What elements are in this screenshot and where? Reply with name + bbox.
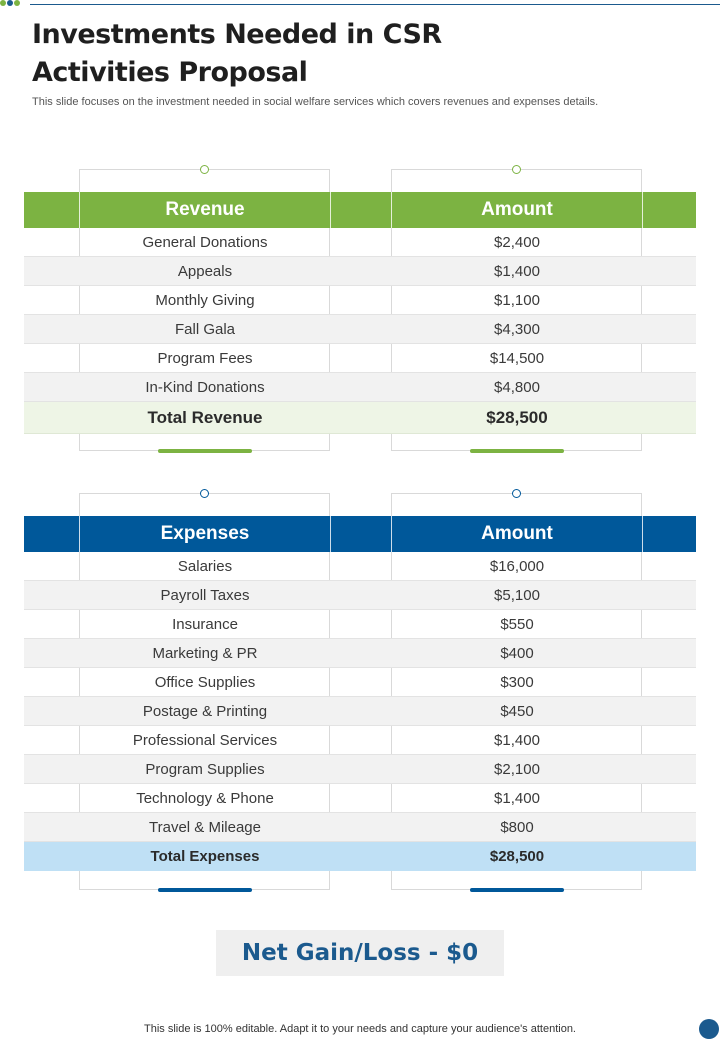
expense-row	[24, 581, 696, 610]
blue-dot-icon	[7, 0, 13, 6]
expense-item-amount: $800	[500, 818, 534, 836]
amount-header: Amount	[481, 523, 553, 544]
revenue-row	[24, 228, 696, 257]
revenue-row	[24, 373, 696, 402]
total-expenses-label: Total Expenses	[150, 848, 260, 865]
blue-accent-bar	[158, 888, 252, 892]
expense-item-label: Professional Services	[132, 731, 278, 749]
expenses-table-header	[24, 516, 696, 552]
expense-row	[24, 552, 696, 581]
total-revenue-label: Total Revenue	[147, 407, 263, 427]
expense-row	[24, 784, 696, 813]
footer-note: This slide is 100% editable. Adapt it to your needs and capture your audience's attention.	[144, 1023, 576, 1035]
revenue-item-amount: $1,400	[494, 262, 540, 280]
expense-item-amount: $450	[500, 702, 534, 720]
page-subtitle: This slide focuses on the investment needed in social welfare services which covers revenues and expenses details.	[32, 96, 599, 108]
revenue-table	[24, 192, 696, 434]
revenue-item-label: General Donations	[142, 233, 268, 251]
revenue-row	[24, 257, 696, 286]
revenue-row	[24, 344, 696, 373]
revenue-item-label: Program Fees	[157, 349, 253, 367]
revenue-item-amount: $2,400	[494, 233, 540, 251]
expense-row	[24, 639, 696, 668]
revenue-total-row	[24, 402, 696, 434]
expense-row	[24, 610, 696, 639]
expense-row	[24, 726, 696, 755]
expense-item-amount: $1,400	[494, 731, 540, 749]
revenue-item-label: Monthly Giving	[155, 291, 255, 309]
revenue-item-label: In-Kind Donations	[145, 378, 265, 396]
green-circle-icon	[200, 165, 209, 174]
blue-accent-bar	[470, 888, 564, 892]
revenue-header: Revenue	[165, 199, 245, 220]
expense-row	[24, 755, 696, 784]
expense-item-amount: $300	[500, 673, 534, 691]
amount-header: Amount	[481, 199, 553, 220]
green-accent-bar	[470, 449, 564, 453]
expense-item-label: Postage & Printing	[142, 702, 268, 720]
expense-item-label: Office Supplies	[154, 673, 256, 691]
revenue-item-amount: $14,500	[489, 349, 545, 367]
expense-item-amount: $1,400	[494, 789, 540, 807]
top-divider-line	[30, 4, 720, 5]
expense-item-label: Technology & Phone	[136, 789, 274, 807]
expense-item-amount: $5,100	[494, 586, 540, 604]
expense-item-label: Program Supplies	[145, 760, 265, 778]
revenue-item-label: Fall Gala	[174, 320, 236, 338]
expenses-header: Expenses	[160, 523, 250, 544]
blue-circle-icon	[512, 489, 521, 498]
expense-item-label: Travel & Mileage	[149, 818, 261, 836]
revenue-row	[24, 315, 696, 344]
expenses-table	[24, 516, 696, 871]
blue-circle-icon	[200, 489, 209, 498]
expense-row	[24, 668, 696, 697]
expense-row	[24, 697, 696, 726]
net-gain-loss-box: Net Gain/Loss - $0	[216, 930, 504, 976]
expense-item-label: Salaries	[177, 557, 233, 575]
expense-item-label: Marketing & PR	[152, 644, 258, 662]
total-expenses-amount: $28,500	[489, 848, 545, 865]
green-circle-icon	[512, 165, 521, 174]
expense-item-amount: $400	[500, 644, 534, 662]
revenue-item-amount: $4,800	[494, 378, 540, 396]
revenue-table-header	[24, 192, 696, 228]
green-accent-bar	[158, 449, 252, 453]
revenue-item-label: Appeals	[177, 262, 233, 280]
decorative-dots	[0, 0, 20, 6]
revenue-item-amount: $4,300	[494, 320, 540, 338]
total-revenue-amount: $28,500	[486, 407, 548, 427]
expense-item-amount: $2,100	[494, 760, 540, 778]
revenue-item-amount: $1,100	[494, 291, 540, 309]
page-title: Investments Needed in CSR Activities Proposal	[32, 19, 442, 88]
expense-row	[24, 813, 696, 842]
corner-circle-icon	[699, 1019, 719, 1039]
expense-item-label: Insurance	[172, 615, 238, 633]
expense-item-label: Payroll Taxes	[160, 586, 250, 604]
expenses-total-row	[24, 842, 696, 871]
green-dot-icon	[14, 0, 20, 6]
revenue-row	[24, 286, 696, 315]
expense-item-amount: $550	[500, 615, 534, 633]
expense-item-amount: $16,000	[489, 557, 545, 575]
green-dot-icon	[0, 0, 6, 6]
